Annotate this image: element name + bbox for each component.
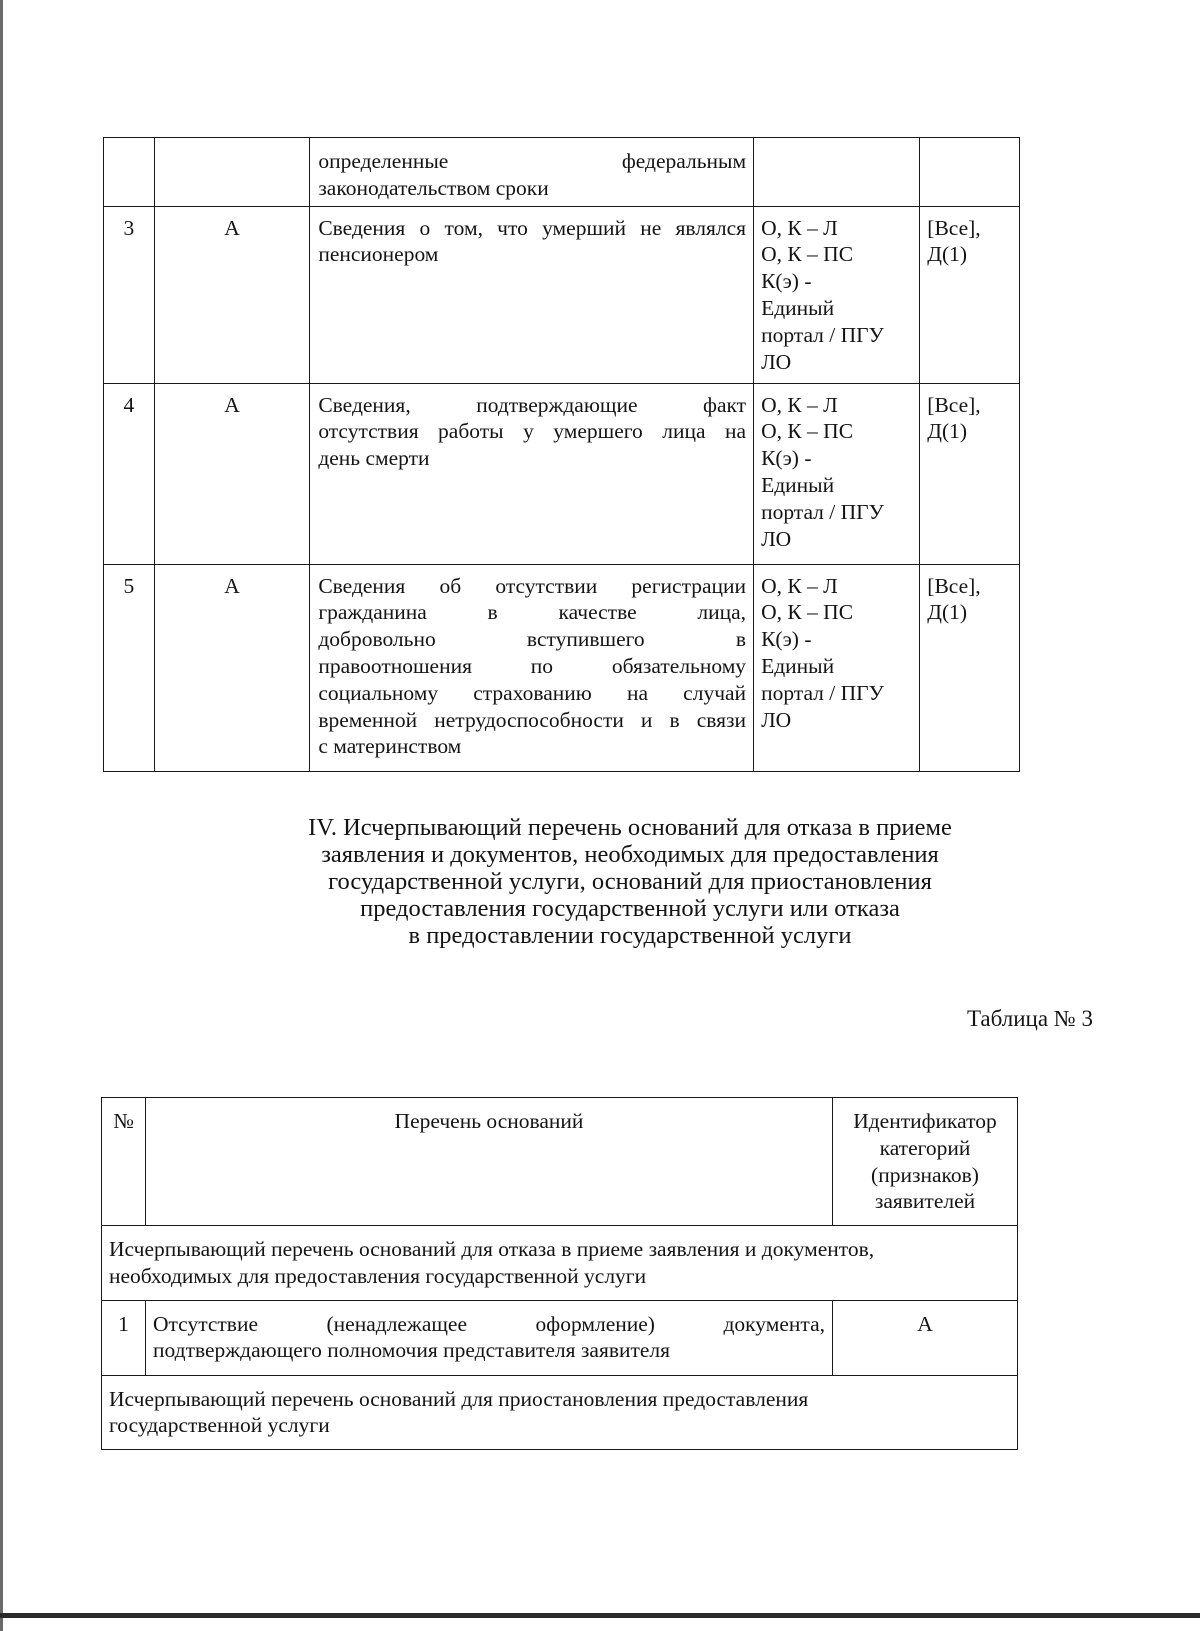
- document-line: день смерти: [318, 446, 430, 471]
- cell-channel: [754, 383, 920, 564]
- document-line: Сведения, подтверждающие факт: [318, 392, 747, 417]
- channel-line: К(э) -: [761, 269, 812, 294]
- channel-line: К(э) -: [761, 627, 812, 652]
- table-row: [102, 1300, 1018, 1375]
- channel-line: О, К – ПС: [761, 419, 854, 444]
- channel-line: ЛО: [761, 707, 792, 732]
- channel-line: ЛО: [761, 526, 792, 551]
- cell-number: [104, 138, 155, 207]
- document-line: временной нетрудоспособности и в связи: [318, 707, 747, 732]
- table-header-row: [102, 1098, 1018, 1226]
- ground-line: Отсутствие (ненадлежащее оформление) документа,: [153, 1311, 825, 1336]
- channel-line: О, К – Л: [761, 573, 838, 598]
- section-line: государственной услуги: [109, 1413, 330, 1438]
- document-line: добровольно вступившего в: [318, 627, 747, 652]
- section-line: Исчерпывающий перечень оснований для приостановления предоставления: [109, 1386, 809, 1411]
- cell-category: А: [154, 206, 310, 383]
- header-identifier-line: Идентификатор: [853, 1109, 997, 1133]
- heading-line: заявления и документов, необходимых для предоставления: [321, 841, 939, 868]
- document-line: гражданина в качестве лица,: [318, 600, 747, 625]
- cell-ground: [146, 1300, 833, 1375]
- cell-channel: [754, 138, 920, 207]
- cell-category: А: [154, 383, 310, 564]
- document-line: законодательством сроки: [318, 175, 549, 200]
- channel-line: Единый: [761, 472, 835, 497]
- section-heading: [180, 814, 1080, 949]
- identifier-line: [Все],: [927, 215, 981, 240]
- section-line: Исчерпывающий перечень оснований для отказа в приеме заявления и документов,: [109, 1237, 875, 1261]
- channel-line: портал / ПГУ: [761, 680, 884, 705]
- channel-line: Единый: [761, 653, 835, 678]
- heading-line: предоставления государственной услуги или отказа: [360, 895, 900, 922]
- header-number: №: [102, 1098, 146, 1226]
- cell-identifier: [920, 206, 1020, 383]
- channel-line: Единый: [761, 295, 835, 320]
- cell-number: 3: [104, 206, 155, 383]
- cell-identifier: [920, 383, 1020, 564]
- document-line: отсутствия работы у умершего лица на: [318, 419, 747, 444]
- document-line: Сведения об отсутствии регистрации: [318, 573, 747, 598]
- header-identifier-line: (признаков): [871, 1162, 979, 1187]
- document-line: определенные федеральным: [318, 149, 747, 173]
- cell-channel: [754, 564, 920, 771]
- ground-line: подтверждающего полномочия представителя заявителя: [153, 1338, 671, 1363]
- section-row: [102, 1375, 1018, 1450]
- cell-category: [154, 138, 310, 207]
- channel-line: О, К – Л: [761, 392, 838, 417]
- table-row: [104, 206, 1020, 383]
- heading-line: IV. Исчерпывающий перечень оснований для отказа в приеме: [308, 814, 952, 841]
- scan-left-edge: [0, 0, 3, 1631]
- header-identifier-line: категорий: [879, 1135, 971, 1160]
- section-row: [102, 1226, 1018, 1301]
- section-refusal: [102, 1226, 1018, 1301]
- cell-identifier: А: [833, 1300, 1018, 1375]
- header-identifier-line: заявителей: [874, 1189, 976, 1214]
- channel-line: портал / ПГУ: [761, 499, 884, 524]
- cell-number: 5: [104, 564, 155, 771]
- table-row: [104, 564, 1020, 771]
- cell-identifier: [920, 564, 1020, 771]
- section-suspension: [102, 1375, 1018, 1450]
- table-label: Таблица № 3: [966, 1006, 1093, 1031]
- identifier-line: Д(1): [927, 242, 968, 267]
- channel-line: ЛО: [761, 349, 792, 374]
- channel-line: К(э) -: [761, 446, 812, 471]
- cell-identifier: [920, 138, 1020, 207]
- grounds-table: [101, 1097, 1018, 1450]
- cell-category: А: [154, 564, 310, 771]
- scan-bottom-edge: [0, 1613, 1200, 1618]
- cell-document: [310, 206, 754, 383]
- channel-line: О, К – ПС: [761, 600, 854, 625]
- table-row-continuation: [104, 138, 1020, 207]
- cell-document: [310, 564, 754, 771]
- documents-table: [103, 137, 1020, 772]
- identifier-line: [Все],: [927, 392, 981, 417]
- channel-line: О, К – ПС: [761, 242, 854, 267]
- document-line: правоотношения по обязательному: [318, 653, 747, 678]
- channel-line: портал / ПГУ: [761, 322, 884, 347]
- cell-number: 4: [104, 383, 155, 564]
- section-line: необходимых для предоставления государственной услуги: [109, 1263, 647, 1288]
- header-list: Перечень оснований: [146, 1098, 833, 1226]
- document-line: пенсионером: [318, 242, 439, 267]
- channel-line: О, К – Л: [761, 215, 838, 240]
- cell-number: 1: [102, 1300, 146, 1375]
- heading-line: государственной услуги, оснований для приостановления: [328, 868, 932, 895]
- document-line: социальному страхованию на случай: [318, 680, 747, 705]
- identifier-line: Д(1): [927, 419, 968, 444]
- cell-document: [310, 138, 754, 207]
- heading-line: в предоставлении государственной услуги: [408, 922, 852, 949]
- identifier-line: Д(1): [927, 600, 968, 625]
- header-identifier: [833, 1098, 1018, 1226]
- document-line: с материнством: [318, 734, 462, 759]
- cell-document: [310, 383, 754, 564]
- cell-channel: [754, 206, 920, 383]
- table-row: [104, 383, 1020, 564]
- document-line: Сведения о том, что умерший не являлся: [318, 215, 747, 240]
- identifier-line: [Все],: [927, 573, 981, 598]
